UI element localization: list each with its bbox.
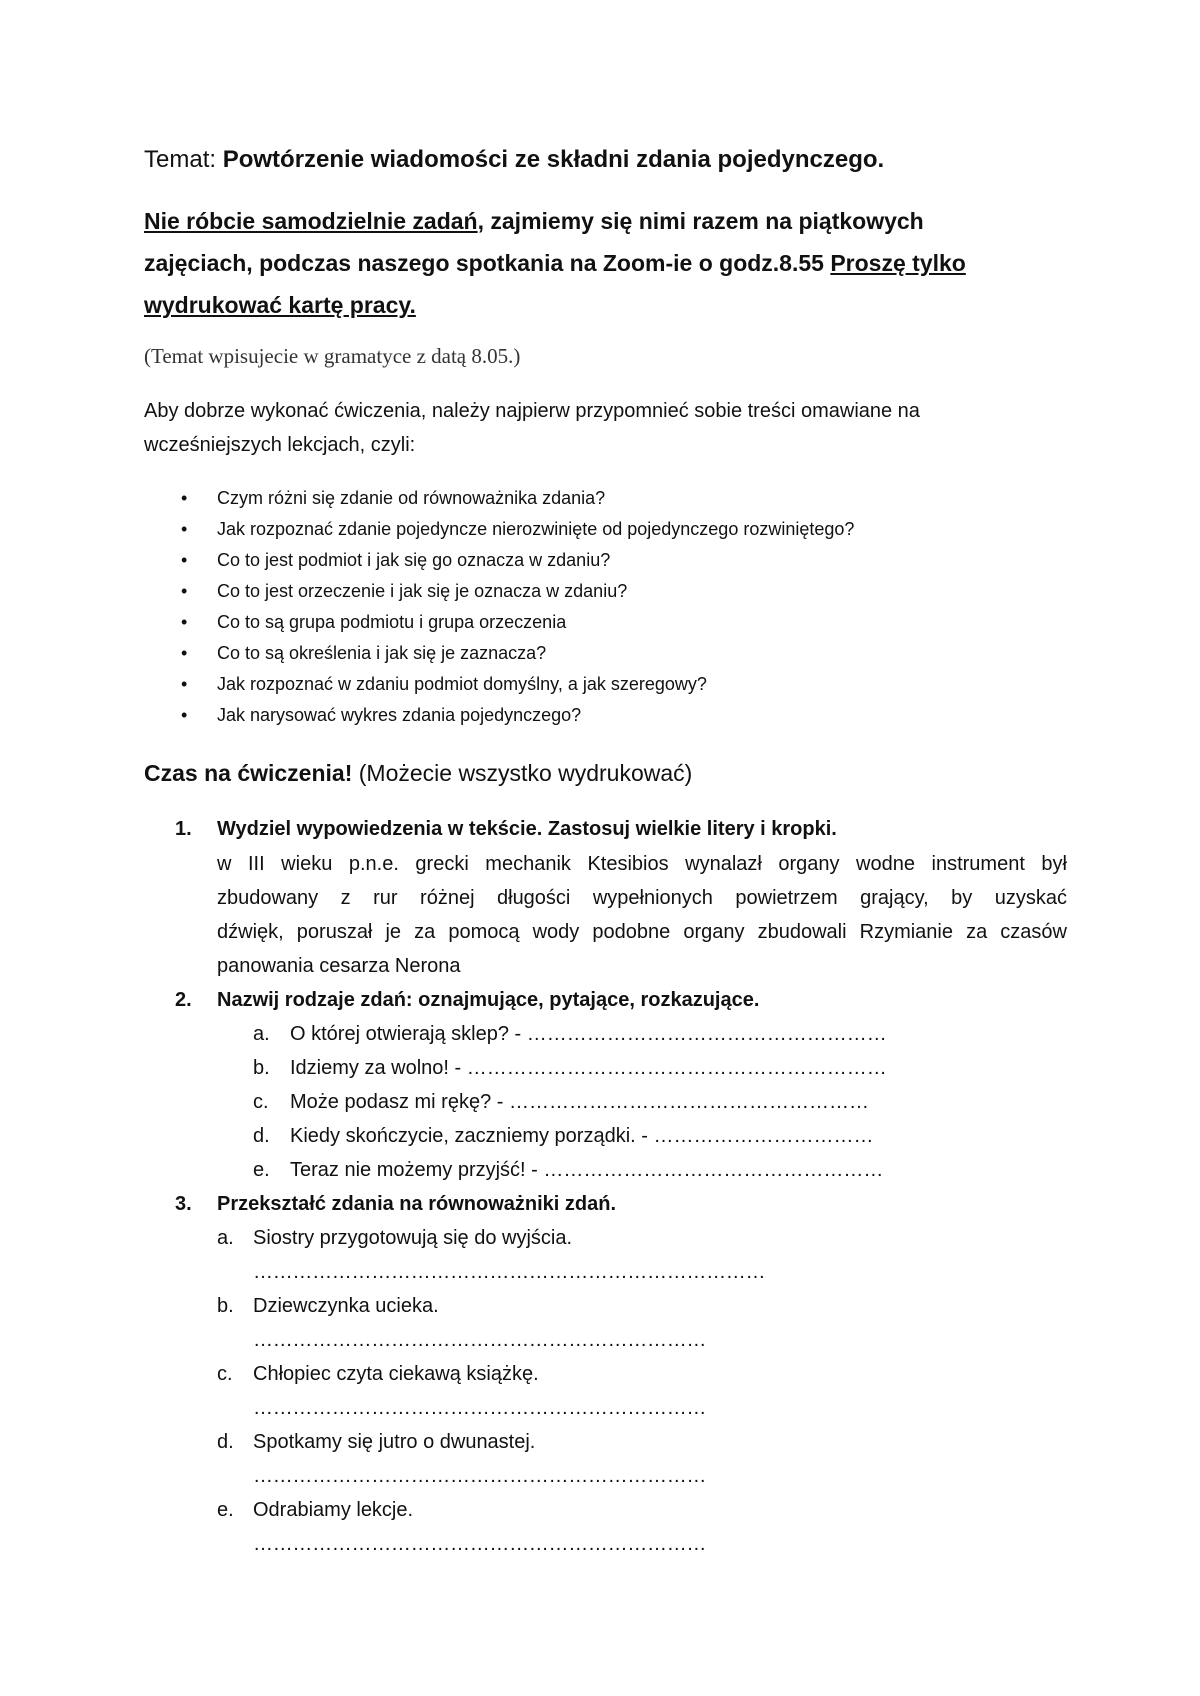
list-item: Czym różni się zdanie od równoważnika zdania? <box>217 488 606 508</box>
bullet-icon: • <box>181 674 188 694</box>
answer-line: …………………………………………………………… <box>253 1329 707 1351</box>
bullet-icon: • <box>181 643 188 663</box>
exercise-1-instruction: Wydziel wypowiedzenia w tekście. Zastosuj wielkie litery i kropki. <box>217 818 837 840</box>
exercise-3-item-letter: a. <box>217 1227 234 1249</box>
exercise-1-text-line: panowania cesarza Nerona <box>217 955 461 977</box>
exercise-2-item: Może podasz mi rękę? - ……………………………………………… <box>290 1091 869 1113</box>
title-prefix: Temat: <box>144 146 223 173</box>
exercise-3-item: Dziewczynka ucieka. <box>253 1295 439 1317</box>
title-subject: Powtórzenie wiadomości ze składni zdania pojedynczego. <box>222 146 885 173</box>
exercise-2-item: Teraz nie możemy przyjść! - …………………………………………… <box>290 1159 884 1181</box>
exercise-2-item-letter: d. <box>253 1125 270 1147</box>
temat-note: (Temat wpisujecie w gramatyce z datą 8.05.) <box>144 344 521 368</box>
bullet-icon: • <box>181 581 188 601</box>
exercise-1-text-line: zbudowany z rur różnej długości wypełnionych powietrzem grający, by uzyskać <box>217 887 1067 909</box>
list-item: Jak narysować wykres zdania pojedynczego? <box>217 705 582 725</box>
bullet-icon: • <box>181 488 188 508</box>
list-item: Co to jest podmiot i jak się go oznacza w zdaniu? <box>217 550 611 570</box>
exercise-2-item: Idziemy za wolno! - ……………………………………………………… <box>290 1057 887 1079</box>
exercise-1-text-line: dźwięk, poruszał je za pomocą wody podobne organy zbudowali Rzymianie za czasów <box>217 921 1067 943</box>
list-item: Co to są określenia i jak się je zaznacza? <box>217 643 547 663</box>
list-item: Jak rozpoznać zdanie pojedyncze nierozwinięte od pojedynczego rozwiniętego? <box>217 519 855 539</box>
exercise-3-number: 3. <box>175 1193 192 1215</box>
exercise-2-item-letter: a. <box>253 1023 270 1045</box>
exercise-3-item: Odrabiamy lekcje. <box>253 1499 414 1521</box>
notice-underlined-1: Nie róbcie samodzielnie zadań <box>144 208 478 234</box>
exercise-1-number: 1. <box>175 818 192 840</box>
answer-line: …………………………………………………………………… <box>253 1261 766 1283</box>
intro-line-1: Aby dobrze wykonać ćwiczenia, należy najpierw przypomnieć sobie treści omawiane na <box>144 400 920 422</box>
exercise-1-text-line: w III wieku p.n.e. grecki mechanik Ktesibios wynalazł organy wodne instrument był <box>217 853 1067 875</box>
notice-line-2 <box>144 250 966 277</box>
exercise-2-number: 2. <box>175 989 192 1011</box>
exercise-3-item: Spotkamy się jutro o dwunastej. <box>253 1431 536 1453</box>
exercise-3-item: Siostry przygotowują się do wyjścia. <box>253 1227 573 1249</box>
exercise-2-instruction: Nazwij rodzaje zdań: oznajmujące, pytające, rozkazujące. <box>217 989 760 1011</box>
exercise-3-item-letter: c. <box>217 1363 233 1385</box>
exercise-3-item-letter: e. <box>217 1499 234 1521</box>
notice-underlined-2: Proszę tylko <box>830 250 966 276</box>
exercise-3-item-letter: b. <box>217 1295 234 1317</box>
notice-line-3: wydrukować kartę pracy. <box>144 292 416 318</box>
exercise-3-item-letter: d. <box>217 1431 234 1453</box>
exercise-3-item: Chłopiec czyta ciekawą książkę. <box>253 1363 539 1385</box>
exercise-2-item: O której otwierają sklep? - ……………………………………………… <box>290 1023 887 1045</box>
exercise-2-item: Kiedy skończycie, zaczniemy porządki. - …………………………… <box>290 1125 874 1147</box>
notice-plain-2: zajęciach, podczas naszego spotkania na Zoom-ie o godz.8.55 <box>144 250 831 276</box>
answer-line: …………………………………………………………… <box>253 1533 707 1555</box>
list-item: Co to jest orzeczenie i jak się je oznacza w zdaniu? <box>217 581 628 601</box>
exercise-2-item-letter: c. <box>253 1091 269 1113</box>
notice-rest-1: , zajmiemy się nimi razem na piątkowych <box>477 208 924 234</box>
bullet-icon: • <box>181 612 188 632</box>
list-item: Co to są grupa podmiotu i grupa orzeczenia <box>217 612 567 632</box>
exercise-2-item-letter: b. <box>253 1057 270 1079</box>
list-item: Jak rozpoznać w zdaniu podmiot domyślny, a jak szeregowy? <box>217 674 707 694</box>
answer-line: …………………………………………………………… <box>253 1465 707 1487</box>
intro-line-2: wcześniejszych lekcjach, czyli: <box>144 434 416 456</box>
bullet-icon: • <box>181 519 188 539</box>
exercises-heading-normal: (Możecie wszystko wydrukować) <box>352 760 693 786</box>
answer-line: …………………………………………………………… <box>253 1397 707 1419</box>
page-title <box>144 146 884 174</box>
notice-line-1 <box>144 208 924 235</box>
bullet-icon: • <box>181 705 188 725</box>
exercise-3-instruction: Przekształć zdania na równoważniki zdań. <box>217 1193 616 1215</box>
exercises-heading <box>144 760 692 787</box>
bullet-icon: • <box>181 550 188 570</box>
exercise-2-item-letter: e. <box>253 1159 270 1181</box>
exercises-heading-bold: Czas na ćwiczenia! <box>144 760 353 786</box>
